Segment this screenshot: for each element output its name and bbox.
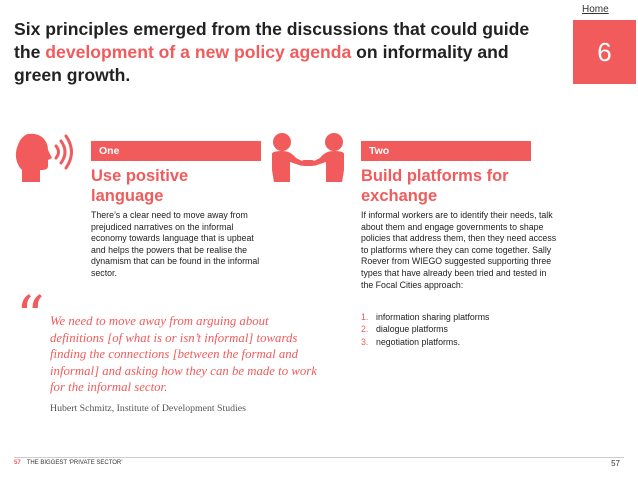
list-item-number: 3. xyxy=(361,336,369,347)
list-item-text: negotiation platforms. xyxy=(376,336,461,347)
footer-doc-title: THE BIGGEST ‘PRIVATE SECTOR’ xyxy=(26,460,123,466)
handshake-icon xyxy=(268,130,348,186)
page-title xyxy=(14,18,559,87)
list-item-text: dialogue platforms xyxy=(376,324,448,335)
principle-body-two: If informal workers are to identify their needs, talk about them and engage governments to shape policies that address them, then they need access to platforms where they can come together. Sally Roever from WIEGO suggested supporting three types that have already been tried and tested in the Focal Cities approach: xyxy=(361,210,557,290)
principle-title-two: Build platforms for exchange xyxy=(361,167,509,205)
principle-title-one: Use positive language xyxy=(91,167,189,205)
pull-quote: We need to move away from arguing about definitions [of what is or isn’t informal] towards finding the connections [between the formal and informal] and asking how they can be made to work for the informal sector. xyxy=(50,314,317,395)
quote-attribution: Hubert Schmitz, Institute of Development Studies xyxy=(50,403,246,414)
principle-body-one: There’s a clear need to move away from prejudiced narratives on the informal economy towards language that is upbeat and helps the powers that be realise the dynamism that can be found in the informal sector. xyxy=(91,210,260,278)
headline-highlight: development of a new policy agenda xyxy=(45,42,352,62)
list-item-text: information sharing platforms xyxy=(376,312,490,322)
footer-page-number-right: 57 xyxy=(611,459,620,468)
footer-left xyxy=(14,460,123,466)
headline-part: Six principles emerged from the discussions that could guide the xyxy=(14,19,530,62)
section-number-badge: 6 xyxy=(573,20,636,84)
platform-list xyxy=(361,311,591,348)
speaking-head-icon xyxy=(14,130,76,188)
list-item xyxy=(361,323,591,335)
list-item-number: 1. xyxy=(361,312,369,322)
headline-part: on informality and green growth. xyxy=(14,42,509,85)
footer-page-number: 57 xyxy=(14,460,21,466)
footer-divider xyxy=(14,457,624,458)
list-item xyxy=(361,336,591,348)
quote-mark-icon: “ xyxy=(16,285,45,350)
principle-tag-two: Two xyxy=(361,141,531,161)
home-link[interactable]: Home xyxy=(582,4,609,15)
principle-tag-one: One xyxy=(91,141,261,161)
list-item xyxy=(361,311,591,323)
list-item-number: 2. xyxy=(361,324,369,335)
